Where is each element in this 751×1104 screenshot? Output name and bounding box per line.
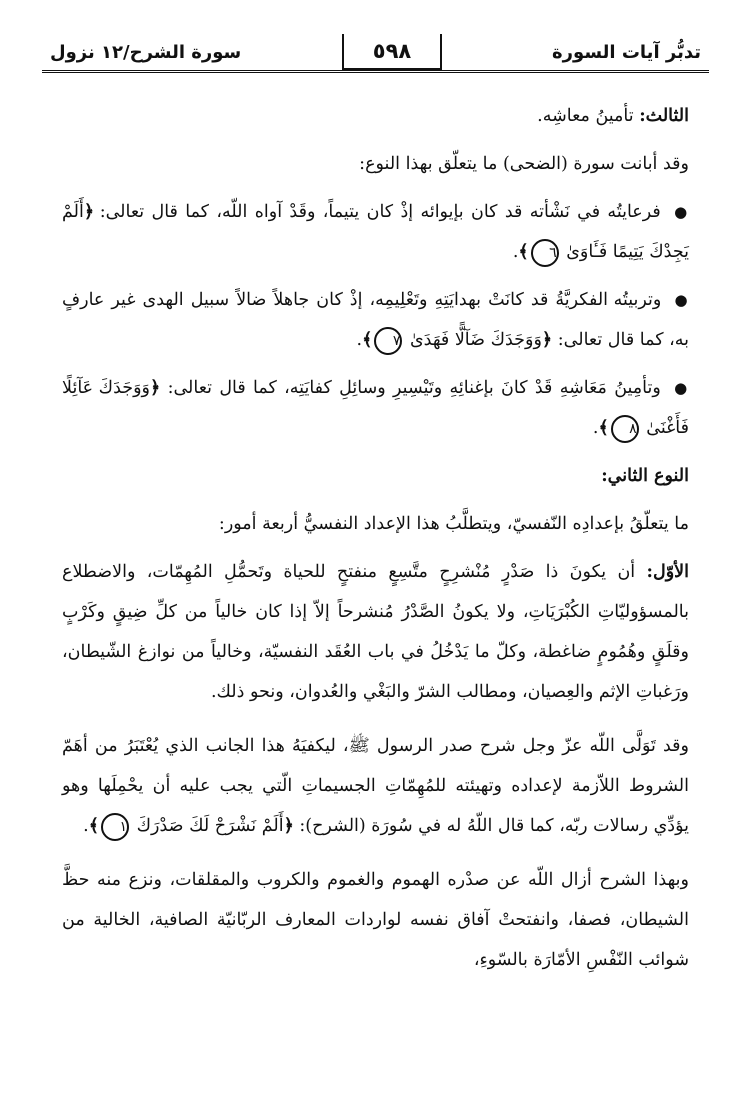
- verse-close-bracket-icon: ﴾: [518, 242, 529, 262]
- bullet-icon: ●: [674, 291, 689, 309]
- page-body: [62, 96, 689, 980]
- bullet-1-text: فرعايتُه في نَشْأته قد كان بإيوائه إذْ كان يتيماً، وقَدْ آواه اللّه، كما قال تعالى:: [99, 202, 661, 222]
- verse-close-bracket-icon: ﴾: [88, 816, 100, 836]
- verse-2: وَوَجَدَكَ ضَآلًّا فَهَدَىٰ: [409, 330, 542, 350]
- verse-close-bracket-icon: ﴾: [362, 330, 373, 350]
- type2-intro: ما يتعلّقُ بإعدادِه النّفسيّ، ويتطلَّبُ هذا الإعداد النفسيُّ أربعة أمور:: [218, 514, 689, 534]
- verse-2-number: ٧: [374, 327, 402, 355]
- bullet-paragraph-1: ● فرعايتُه في نَشْأته قد كان بإيوائه إذْ كان يتيماً، وقَدْ آواه اللّه، كما قال تعالى: ﴿أَلَمْ يَجِدْكَ يَتِيمًا فَـَٔاوَىٰ ٦﴾.: [62, 192, 689, 272]
- verse-open-bracket-icon: ﴿: [541, 330, 553, 350]
- bullet-2-text: وتربيتُه الفكريَّةُ قد كانَتْ بهدايَتِهِ وتَعْلِيمِه، إذْ كان جاهلاً ضالاً سبيل الهدى غير عارفٍ به، كما قال تعالى:: [62, 290, 689, 350]
- verse-open-bracket-icon: ﴿: [149, 378, 161, 398]
- third-text: تأمينُ معاشِه.: [537, 106, 634, 126]
- first-paragraph: [62, 552, 689, 712]
- bullet-paragraph-3: ● وتأمِينُ مَعَاشِهِ قَدْ كانَ بإغنائِهِ وتَيْسِيرِ وسائِلِ كفايَتِه، كما قال تعالى: ﴿وَوَجَدَكَ عَآئِلًا فَأَغْنَىٰ ٨﴾.: [62, 368, 689, 448]
- verse-open-bracket-icon: ﴿: [283, 816, 294, 836]
- support-text: وقد تَوَلَّى اللّه عزّ وجل شرح صدر الرسول ﷺ، ليكفيَهُ هذا الجانب الذي يُعْتَبَرُ من أهَمّ الشروط اللاّزمة لإعداده وتهيئته للمُهِمّاتِ الجسيماتِ الّتي يجب عليه أن يحْمِلَها وهو يؤدِّي رسالات ربّه، كما قال اللّهُ له في سُورَة (الشرح):: [62, 736, 689, 836]
- verse-1: أَلَمْ يَجِدْكَ يَتِيمًا فَـَٔاوَىٰ: [62, 202, 689, 262]
- type2-heading: النوع الثاني:: [601, 466, 689, 486]
- header-surah-title: سورة الشرح/١٢ نزول: [50, 42, 242, 63]
- sharh-verse: أَلَمْ نَشْرَحْ لَكَ صَدْرَكَ: [136, 816, 284, 836]
- verse-open-bracket-icon: ﴿: [83, 202, 95, 222]
- intro-paragraph: وقد أبانت سورة (الضحى) ما يتعلّق بهذا النوع:: [359, 154, 689, 174]
- final-paragraph: وبهذا الشرح أزال اللّه عن صدْره الهموم والغموم والكروب والمقلقات، ونزع منه حظَّ الشيطان، فصفا، وانفتحتْ آفاق نفسه لواردات المعارف الربّانيّة الصافية، الخالية من شوائب النّفْسِ الأمّارَة بالسّوءِ،: [62, 870, 689, 970]
- header-rule: [42, 70, 709, 76]
- bullet-paragraph-2: ● وتربيتُه الفكريَّةُ قد كانَتْ بهدايَتِهِ وتَعْلِيمِه، إذْ كان جاهلاً ضالاً سبيل الهدى غير عارفٍ به، كما قال تعالى: ﴿وَوَجَدَكَ ضَآلًّا فَهَدَىٰ ٧﴾.: [62, 280, 689, 360]
- verse-3-number: ٨: [611, 415, 639, 443]
- page-number: ٥٩٨: [342, 34, 442, 70]
- header-book-title: تدبُّر آيات السورة: [552, 42, 701, 63]
- verse-close-bracket-icon: ﴾: [598, 418, 609, 438]
- verse-3: وَوَجَدَكَ عَآئِلًا فَأَغْنَىٰ: [62, 378, 689, 438]
- bullet-3-text: وتأمِينُ مَعَاشِهِ قَدْ كانَ بإغنائِهِ وتَيْسِيرِ وسائِلِ كفايَتِه، كما قال تعالى:: [167, 378, 661, 398]
- first-label: الأوّل:: [646, 562, 689, 582]
- verse-1-number: ٦: [531, 239, 559, 267]
- third-label: الثالث:: [639, 106, 689, 126]
- sharh-verse-number: ١: [101, 813, 129, 841]
- bullet-icon: ●: [674, 379, 689, 397]
- third-paragraph: [62, 96, 689, 136]
- bullet-icon: ●: [674, 203, 689, 221]
- page-header: [42, 34, 709, 80]
- support-paragraph: وقد تَوَلَّى اللّه عزّ وجل شرح صدر الرسول ﷺ، ليكفيَهُ هذا الجانب الذي يُعْتَبَرُ من أهَمّ الشروط اللاّزمة لإعداده وتهيئته للمُهِمّاتِ الجسيماتِ الّتي يجب عليه أن يحْمِلَها وهو يؤدِّي رسالات ربّه، كما قال اللّهُ له في سُورَة (الشرح): ﴿أَلَمْ نَشْرَحْ لَكَ صَدْرَكَ ١﴾.: [62, 726, 689, 846]
- first-text: أن يكونَ ذا صَدْرٍ مُنْشرِحٍ متَّسِعٍ منفتحٍ للحياة وتَحمُّلِ المُهِمّات، والاضطلاع بالمسؤوليّاتِ الكُبْرَيَاتِ، ولا يكونُ الصَّدْرُ مُنشرحاً إلاّ إذا كان خالياً من كلِّ ضِيقٍ وكَرْبٍ وقلَقٍ وهُمُومٍ ضاغطة، وكلّ ما يَدْخُلُ في باب العُقَد النفسيّة، وخالياً من نوازغ الشّيطان، ورَغباتِ الإثم والعِصيان، ومطالب الشرّ والبَغْي والعُدوان، ونحو ذلك.: [62, 562, 689, 702]
